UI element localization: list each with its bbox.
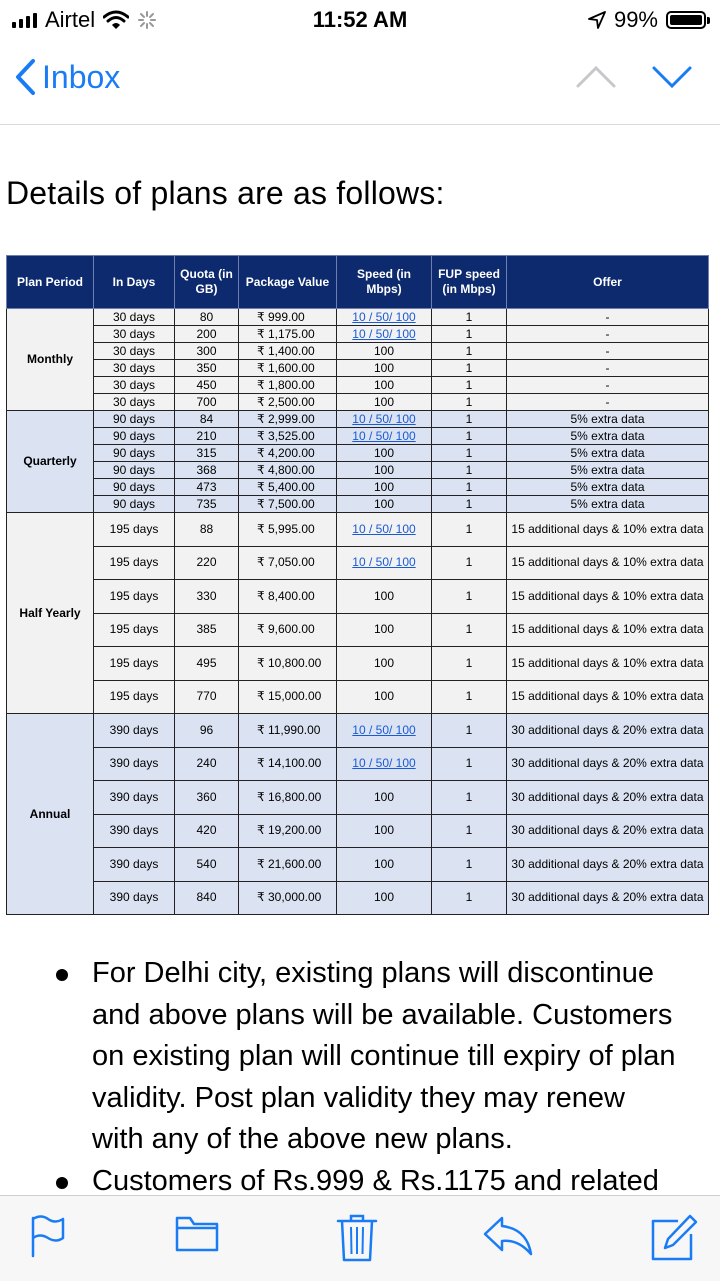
quota-cell: 220 xyxy=(175,546,239,580)
fup-speed-cell: 1 xyxy=(432,445,507,462)
speed-cell: 100 xyxy=(337,647,432,681)
header-cell: Quota (in GB) xyxy=(175,256,239,309)
quota-cell: 84 xyxy=(175,411,239,428)
speed-cell: 100 xyxy=(337,814,432,848)
table-row xyxy=(7,394,709,411)
offer-cell: 5% extra data xyxy=(507,462,709,479)
note-line: on existing plan will continue till expiry of plan xyxy=(92,1040,676,1072)
quota-cell: 540 xyxy=(175,848,239,882)
days-cell: 195 days xyxy=(94,647,175,681)
speed-link[interactable]: 10 / 50/ 100 xyxy=(352,428,416,443)
package-value-cell: ₹ 1,600.00 xyxy=(239,360,337,377)
package-value-cell: ₹ 4,200.00 xyxy=(239,445,337,462)
carrier-name: Airtel xyxy=(45,7,96,32)
quota-cell: 368 xyxy=(175,462,239,479)
package-value-cell: ₹ 3,525.00 xyxy=(239,428,337,445)
speed-cell xyxy=(337,428,432,445)
package-value-cell: ₹ 1,400.00 xyxy=(239,343,337,360)
table-row xyxy=(7,781,709,815)
table-row xyxy=(7,613,709,647)
status-bar xyxy=(0,0,720,40)
table-row xyxy=(7,714,709,748)
note-line: Customers of Rs.999 & Rs.1175 and related xyxy=(92,1164,659,1195)
quota-cell: 450 xyxy=(175,377,239,394)
quota-cell: 385 xyxy=(175,613,239,647)
speed-cell: 100 xyxy=(337,377,432,394)
speed-link[interactable]: 10 / 50/ 100 xyxy=(352,309,416,324)
days-cell: 90 days xyxy=(94,445,175,462)
package-value-cell: ₹ 2,999.00 xyxy=(239,411,337,428)
package-value-cell: ₹ 999.00 xyxy=(239,309,337,326)
plans-heading: Details of plans are as follows: xyxy=(6,175,445,211)
offer-cell: - xyxy=(507,326,709,343)
notes-list xyxy=(52,953,720,1195)
offer-cell: - xyxy=(507,309,709,326)
speed-cell: 100 xyxy=(337,462,432,479)
clock: 11:52 AM xyxy=(312,7,408,32)
fup-speed-cell: 1 xyxy=(432,462,507,479)
table-row xyxy=(7,411,709,428)
folder-icon[interactable] xyxy=(174,1214,220,1254)
quota-cell: 350 xyxy=(175,360,239,377)
note-line: with any of the above new plans. xyxy=(92,1123,513,1155)
package-value-cell: ₹ 16,800.00 xyxy=(239,781,337,815)
speed-cell xyxy=(337,747,432,781)
offer-cell: 30 additional days & 20% extra data xyxy=(507,747,709,781)
speed-cell: 100 xyxy=(337,496,432,513)
fup-speed-cell: 1 xyxy=(432,848,507,882)
package-value-cell: ₹ 7,500.00 xyxy=(239,496,337,513)
next-message-button[interactable] xyxy=(652,64,692,90)
package-value-cell: ₹ 5,400.00 xyxy=(239,479,337,496)
quota-cell: 495 xyxy=(175,647,239,681)
table-row xyxy=(7,309,709,326)
fup-speed-cell: 1 xyxy=(432,613,507,647)
offer-cell: 30 additional days & 20% extra data xyxy=(507,781,709,815)
days-cell: 30 days xyxy=(94,360,175,377)
back-label: Inbox xyxy=(42,58,121,95)
quota-cell: 360 xyxy=(175,781,239,815)
package-value-cell: ₹ 15,000.00 xyxy=(239,680,337,714)
speed-cell: 100 xyxy=(337,613,432,647)
status-right xyxy=(588,7,706,33)
speed-cell: 100 xyxy=(337,580,432,614)
offer-cell: 5% extra data xyxy=(507,411,709,428)
offer-cell: 15 additional days & 10% extra data xyxy=(507,680,709,714)
package-value-cell: ₹ 8,400.00 xyxy=(239,580,337,614)
fup-speed-cell: 1 xyxy=(432,343,507,360)
offer-cell: 30 additional days & 20% extra data xyxy=(507,881,709,915)
email-body[interactable] xyxy=(0,125,720,1195)
speed-cell xyxy=(337,309,432,326)
table-row xyxy=(7,360,709,377)
message-nav xyxy=(576,64,692,90)
speed-cell: 100 xyxy=(337,680,432,714)
fup-speed-cell: 1 xyxy=(432,881,507,915)
package-value-cell: ₹ 30,000.00 xyxy=(239,881,337,915)
plans-table xyxy=(6,255,709,915)
fup-speed-cell: 1 xyxy=(432,309,507,326)
plan-period-cell: Quarterly xyxy=(7,411,94,513)
days-cell: 195 days xyxy=(94,546,175,580)
offer-cell: 5% extra data xyxy=(507,479,709,496)
quota-cell: 96 xyxy=(175,714,239,748)
days-cell: 390 days xyxy=(94,747,175,781)
package-value-cell: ₹ 1,175.00 xyxy=(239,326,337,343)
offer-cell: 5% extra data xyxy=(507,428,709,445)
offer-cell: - xyxy=(507,360,709,377)
quota-cell: 840 xyxy=(175,881,239,915)
fup-speed-cell: 1 xyxy=(432,814,507,848)
package-value-cell: ₹ 1,800.00 xyxy=(239,377,337,394)
header-cell: Package Value xyxy=(239,256,337,309)
speed-cell xyxy=(337,411,432,428)
days-cell: 195 days xyxy=(94,613,175,647)
offer-cell: - xyxy=(507,343,709,360)
days-cell: 195 days xyxy=(94,580,175,614)
table-row xyxy=(7,814,709,848)
days-cell: 390 days xyxy=(94,848,175,882)
package-value-cell: ₹ 11,990.00 xyxy=(239,714,337,748)
table-row xyxy=(7,445,709,462)
package-value-cell: ₹ 4,800.00 xyxy=(239,462,337,479)
quota-cell: 200 xyxy=(175,326,239,343)
speed-cell xyxy=(337,326,432,343)
table-row xyxy=(7,479,709,496)
speed-link[interactable]: 10 / 50/ 100 xyxy=(352,722,416,737)
package-value-cell: ₹ 7,050.00 xyxy=(239,546,337,580)
table-header-row xyxy=(7,256,709,309)
speed-link[interactable]: 10 / 50/ 100 xyxy=(352,326,416,341)
reply-icon[interactable] xyxy=(482,1214,534,1258)
package-value-cell: ₹ 21,600.00 xyxy=(239,848,337,882)
speed-link[interactable]: 10 / 50/ 100 xyxy=(352,555,416,570)
speed-link[interactable]: 10 / 50/ 100 xyxy=(352,521,416,536)
fup-speed-cell: 1 xyxy=(432,411,507,428)
fup-speed-cell: 1 xyxy=(432,496,507,513)
fup-speed-cell: 1 xyxy=(432,513,507,547)
table-row xyxy=(7,747,709,781)
fup-speed-cell: 1 xyxy=(432,680,507,714)
days-cell: 30 days xyxy=(94,309,175,326)
quota-cell: 700 xyxy=(175,394,239,411)
speed-cell: 100 xyxy=(337,394,432,411)
speed-cell: 100 xyxy=(337,343,432,360)
speed-cell: 100 xyxy=(337,781,432,815)
days-cell: 90 days xyxy=(94,496,175,513)
package-value-cell: ₹ 5,995.00 xyxy=(239,513,337,547)
fup-speed-cell: 1 xyxy=(432,546,507,580)
offer-cell: 15 additional days & 10% extra data xyxy=(507,613,709,647)
note-line: and above plans will be available. Customers xyxy=(92,998,673,1031)
previous-message-button[interactable] xyxy=(576,64,616,90)
fup-speed-cell: 1 xyxy=(432,360,507,377)
fup-speed-cell: 1 xyxy=(432,714,507,748)
table-row xyxy=(7,326,709,343)
list-item xyxy=(52,953,720,1161)
table-row xyxy=(7,343,709,360)
offer-cell: - xyxy=(507,394,709,411)
list-item xyxy=(52,1161,720,1196)
quota-cell: 770 xyxy=(175,680,239,714)
fup-speed-cell: 1 xyxy=(432,377,507,394)
days-cell: 195 days xyxy=(94,680,175,714)
header-cell: Speed (in Mbps) xyxy=(337,256,432,309)
table-row xyxy=(7,647,709,681)
days-cell: 390 days xyxy=(94,881,175,915)
days-cell: 90 days xyxy=(94,479,175,496)
offer-cell: 5% extra data xyxy=(507,496,709,513)
speed-link[interactable]: 10 / 50/ 100 xyxy=(352,411,416,426)
fup-speed-cell: 1 xyxy=(432,781,507,815)
speed-link[interactable]: 10 / 50/ 100 xyxy=(352,756,416,771)
table-row xyxy=(7,496,709,513)
offer-cell: 30 additional days & 20% extra data xyxy=(507,814,709,848)
speed-cell: 100 xyxy=(337,848,432,882)
location-arrow-icon xyxy=(588,11,606,29)
flag-icon[interactable] xyxy=(28,1214,68,1258)
bottom-toolbar xyxy=(0,1195,720,1281)
days-cell: 390 days xyxy=(94,714,175,748)
battery-icon xyxy=(666,11,706,29)
plan-period-cell: Annual xyxy=(7,714,94,915)
plan-period-cell: Half Yearly xyxy=(7,513,94,714)
offer-cell: 15 additional days & 10% extra data xyxy=(507,647,709,681)
compose-icon[interactable] xyxy=(650,1214,698,1262)
quota-cell: 420 xyxy=(175,814,239,848)
offer-cell: 15 additional days & 10% extra data xyxy=(507,513,709,547)
offer-cell: 30 additional days & 20% extra data xyxy=(507,848,709,882)
speed-cell: 100 xyxy=(337,445,432,462)
package-value-cell: ₹ 10,800.00 xyxy=(239,647,337,681)
header-cell: FUP speed (in Mbps) xyxy=(432,256,507,309)
quota-cell: 80 xyxy=(175,309,239,326)
days-cell: 90 days xyxy=(94,462,175,479)
header-cell: In Days xyxy=(94,256,175,309)
quota-cell: 210 xyxy=(175,428,239,445)
header-cell: Plan Period xyxy=(7,256,94,309)
days-cell: 30 days xyxy=(94,377,175,394)
table-row xyxy=(7,580,709,614)
speed-cell: 100 xyxy=(337,479,432,496)
fup-speed-cell: 1 xyxy=(432,428,507,445)
days-cell: 90 days xyxy=(94,428,175,445)
offer-cell: 15 additional days & 10% extra data xyxy=(507,546,709,580)
days-cell: 30 days xyxy=(94,343,175,360)
offer-cell: 5% extra data xyxy=(507,445,709,462)
plan-period-cell: Monthly xyxy=(7,309,94,411)
days-cell: 390 days xyxy=(94,781,175,815)
quota-cell: 473 xyxy=(175,479,239,496)
table-row xyxy=(7,546,709,580)
fup-speed-cell: 1 xyxy=(432,647,507,681)
fup-speed-cell: 1 xyxy=(432,394,507,411)
note-line: For Delhi city, existing plans will discontinue xyxy=(92,957,654,989)
speed-cell xyxy=(337,513,432,547)
package-value-cell: ₹ 9,600.00 xyxy=(239,613,337,647)
trash-icon[interactable] xyxy=(336,1214,378,1262)
table-row xyxy=(7,428,709,445)
table-row xyxy=(7,848,709,882)
quota-cell: 88 xyxy=(175,513,239,547)
package-value-cell: ₹ 19,200.00 xyxy=(239,814,337,848)
days-cell: 390 days xyxy=(94,814,175,848)
battery-percent: 99% xyxy=(613,7,658,32)
speed-cell xyxy=(337,546,432,580)
days-cell: 30 days xyxy=(94,326,175,343)
package-value-cell: ₹ 14,100.00 xyxy=(239,747,337,781)
table-row xyxy=(7,513,709,547)
offer-cell: - xyxy=(507,377,709,394)
table-row xyxy=(7,881,709,915)
fup-speed-cell: 1 xyxy=(432,747,507,781)
days-cell: 90 days xyxy=(94,411,175,428)
quota-cell: 240 xyxy=(175,747,239,781)
quota-cell: 330 xyxy=(175,580,239,614)
speed-cell: 100 xyxy=(337,881,432,915)
package-value-cell: ₹ 2,500.00 xyxy=(239,394,337,411)
chevron-left-icon xyxy=(14,58,36,96)
table-row xyxy=(7,462,709,479)
header-cell: Offer xyxy=(507,256,709,309)
navigation-bar xyxy=(0,40,720,125)
quota-cell: 735 xyxy=(175,496,239,513)
quota-cell: 300 xyxy=(175,343,239,360)
fup-speed-cell: 1 xyxy=(432,580,507,614)
days-cell: 195 days xyxy=(94,513,175,547)
offer-cell: 15 additional days & 10% extra data xyxy=(507,580,709,614)
plans-table-body xyxy=(7,309,709,915)
fup-speed-cell: 1 xyxy=(432,479,507,496)
offer-cell: 30 additional days & 20% extra data xyxy=(507,714,709,748)
note-line: validity. Post plan validity they may renew xyxy=(92,1081,625,1114)
speed-cell xyxy=(337,714,432,748)
fup-speed-cell: 1 xyxy=(432,326,507,343)
days-cell: 30 days xyxy=(94,394,175,411)
back-button[interactable] xyxy=(14,58,120,96)
table-row xyxy=(7,680,709,714)
table-row xyxy=(7,377,709,394)
speed-cell: 100 xyxy=(337,360,432,377)
quota-cell: 315 xyxy=(175,445,239,462)
